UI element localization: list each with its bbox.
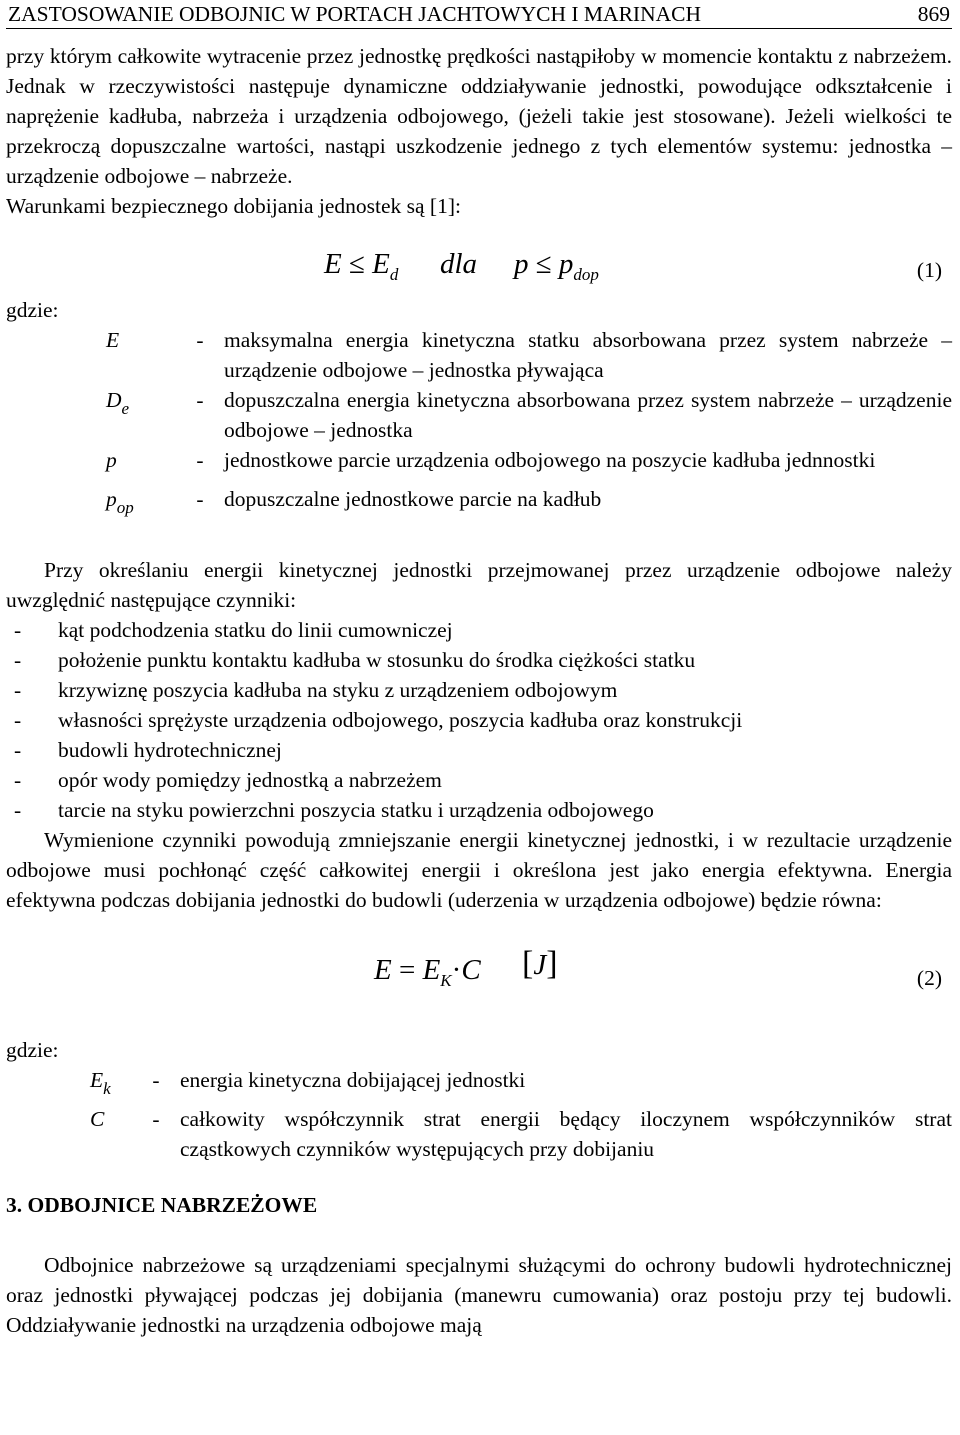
definition-text: jednostkowe parcie urządzenia odbojowego na poszycie kadłuba jednnostki — [224, 448, 876, 472]
eq2-unit: [J] — [522, 945, 558, 982]
paragraph-5: Odbojnice nabrzeżowe są urządzeniami specjalnymi służącymi do ochrony budowli hydrotechnicznej oraz jednostki pływającej podczas jej dobijania (manewru cumowania) oraz postoju przy tej budowli. Oddziaływanie jednostki na urządzenia odbojowe mają — [6, 1253, 952, 1337]
list-item: - budowli hydrotechnicznej — [14, 738, 282, 762]
symbol: C — [90, 1107, 105, 1131]
page-number: 869 — [917, 2, 950, 26]
eq1-dla: dla — [440, 248, 478, 280]
symbol: $E_k$ — [90, 1068, 111, 1098]
paragraph-4: Wymienione czynniki powodują zmniejszanie energii kinetycznej jednostki, i w rezultacie urządzenie odbojowe musi pochłonąć część całkowitej energii i określona jest jako energia efektywna. Energia efektywna podczas dobijania jednostki do budowli (uderzenia w urządzenia odbojowe) będzie równa: — [6, 828, 952, 912]
equation-number-2: (2) — [916, 966, 942, 990]
factor-list — [0, 615, 952, 825]
definition-row: $p_{op}$ - dopuszczalne jednostkowe parcie na kadłub — [6, 484, 952, 523]
symbol: $D_e$ — [106, 388, 130, 418]
definitions-2 — [6, 1065, 952, 1164]
symbol: $p_{op}$ — [106, 487, 134, 517]
paragraph-2: Warunkami bezpiecznego dobijania jednostek są [1]: — [6, 194, 461, 218]
list-item: - krzywiznę poszycia kadłuba na styku z urządzeniem odbojowym — [14, 678, 618, 702]
section-heading: 3. ODBOJNICE NABRZEŻOWE — [6, 1193, 318, 1217]
equation-1 — [6, 239, 952, 295]
definition-row: p - jednostkowe parcie urządzenia odbojowego na poszycie kadłuba jednnostki — [6, 445, 952, 484]
definition-row: E - maksymalna energia kinetyczna statku absorbowana przez system nabrzeże – urządzenie odbojowe – jednostka pływająca — [6, 325, 952, 385]
running-header — [6, 0, 952, 29]
list-item: - kąt podchodzenia statku do linii cumowniczej — [14, 618, 453, 642]
definition-row: $E_k$ - energia kinetyczna dobijającej jednostki — [6, 1065, 952, 1104]
definition-text: maksymalna energia kinetyczna statku absorbowana przez system nabrzeże – urządzenie odbojowe – jednostka pływająca — [224, 328, 952, 382]
equation-number-1: (1) — [916, 258, 942, 282]
paragraph-3: Przy określaniu energii kinetycznej jednostki przejmowanej przez urządzenie odbojowe należy uwzględnić następujące czynniki: — [6, 558, 952, 612]
eq1-lhs: $E \le E_d$ — [324, 248, 399, 284]
list-item: - opór wody pomiędzy jednostką a nabrzeżem — [14, 768, 442, 792]
symbol: p — [106, 448, 117, 472]
gdzie-label-1: gdzie: — [6, 298, 59, 322]
definition-row: C - całkowity współczynnik strat energii będący iloczynem współczynników strat cząstkowych czynników występujących przy dobijaniu — [6, 1104, 952, 1164]
symbol: E — [106, 328, 120, 352]
definition-text: dopuszczalna energia kinetyczna absorbowana przez system nabrzeże – urządzenie odbojowe – jednostka — [224, 388, 952, 442]
equation-2 — [6, 945, 952, 1009]
eq2-body: $E = E_K\cdot C$ — [374, 954, 481, 990]
eq1-rhs: $p \le p_{dop}$ — [514, 248, 599, 284]
definition-text: energia kinetyczna dobijającej jednostki — [180, 1068, 526, 1092]
definition-text: dopuszczalne jednostkowe parcie na kadłub — [224, 487, 602, 511]
definitions-1 — [6, 325, 952, 523]
header-title: ZASTOSOWANIE ODBOJNIC W PORTACH JACHTOWYCH I MARINACH — [8, 2, 701, 26]
list-item: - własności sprężyste urządzenia odbojowego, poszycia kadłuba oraz konstrukcji — [14, 708, 743, 732]
definition-row: $D_e$ - dopuszczalna energia kinetyczna absorbowana przez system nabrzeże – urządzenie odbojowe – jednostka — [6, 385, 952, 445]
list-item: - tarcie na styku powierzchni poszycia statku i urządzenia odbojowego — [14, 798, 654, 822]
paragraph-1: przy którym całkowite wytracenie przez jednostkę prędkości nastąpiłoby w momencie kontaktu z nabrzeżem. Jednak w rzeczywistości następuje dynamiczne oddziaływanie jednostki, powodujące odkształcenie i naprężenie kadłuba, nabrzeża i urządzenia odbojowego, (jeżeli takie jest stosowane). Jeżeli wielkości te przekroczą dopuszczalne wartości, nastąpi uszkodzenie jednego z tych elementów systemu: jednostka – urządzenie odbojowe – nabrzeże. — [6, 44, 952, 188]
list-item: - położenie punktu kontaktu kadłuba w stosunku do środka ciężkości statku — [14, 648, 696, 672]
definition-text: całkowity współczynnik strat energii będący iloczynem współczynników strat cząstkowych czynników występujących przy dobijaniu — [180, 1107, 952, 1161]
gdzie-label-2: gdzie: — [6, 1038, 59, 1062]
